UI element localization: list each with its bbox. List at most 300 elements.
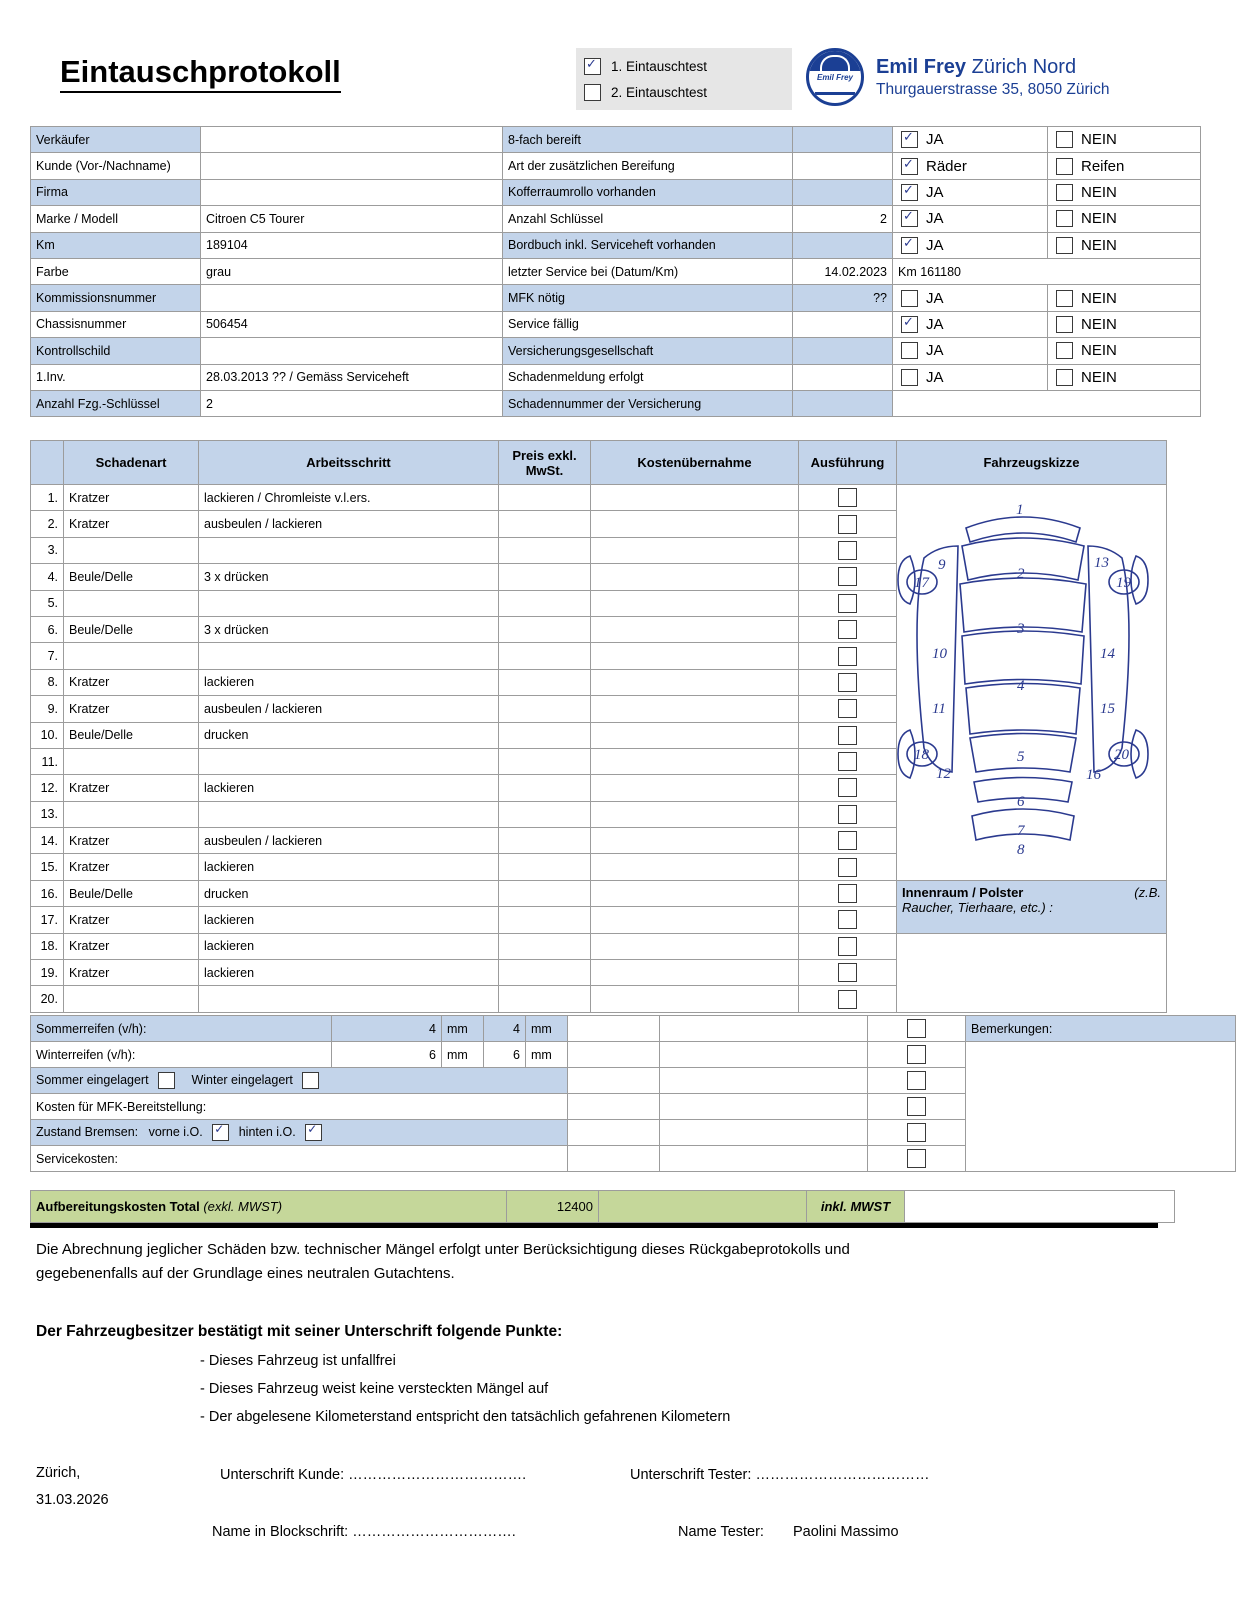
sommer-eingelagert-label: Sommer eingelagert	[36, 1072, 149, 1087]
header-arbeitsschritt: Arbeitsschritt	[199, 441, 499, 485]
sketch-number-5: 5	[1017, 749, 1025, 765]
row-kostenuebernahme[interactable]	[591, 933, 799, 959]
dealer-name: Emil Frey	[876, 55, 967, 78]
checkbox-icon[interactable]	[838, 937, 857, 956]
checkbox-icon[interactable]	[907, 1149, 926, 1168]
info-yes-label: Räder	[926, 157, 967, 175]
eintauschtest-option-1[interactable]	[584, 53, 792, 79]
row-arbeitsschritt[interactable]: 3 x drücken	[199, 564, 499, 590]
innenraum-value[interactable]	[897, 933, 1167, 1012]
winterreifen-ausfuehrung[interactable]	[868, 1042, 966, 1068]
dealer-branding	[806, 48, 1109, 106]
row-kostenuebernahme[interactable]	[591, 616, 799, 642]
row-preis[interactable]	[499, 748, 591, 774]
row-kostenuebernahme[interactable]	[591, 828, 799, 854]
bremsen-preis[interactable]	[568, 1120, 660, 1146]
row-number: 19.	[31, 960, 64, 986]
sketch-number-14: 14	[1100, 646, 1115, 662]
row-number: 13.	[31, 801, 64, 827]
info-left-value[interactable]	[201, 179, 503, 205]
row-preis[interactable]	[499, 537, 591, 563]
checkbox-icon[interactable]	[838, 910, 857, 929]
row-ausfuehrung[interactable]	[799, 616, 897, 642]
row-kostenuebernahme[interactable]	[591, 643, 799, 669]
row-arbeitsschritt[interactable]: ausbeulen / lackieren	[199, 696, 499, 722]
info-no-label: NEIN	[1081, 368, 1117, 386]
row-number: 15.	[31, 854, 64, 880]
total-inkl-value[interactable]	[905, 1191, 1175, 1223]
emil-frey-logo-icon	[806, 48, 864, 106]
sommerreifen-h-value[interactable]: 4	[484, 1016, 526, 1042]
checkbox-icon[interactable]	[838, 831, 857, 850]
row-schadenart[interactable]: Kratzer	[64, 511, 199, 537]
info-yes-cell[interactable]	[893, 206, 1048, 232]
info-yes-label: JA	[926, 131, 944, 149]
row-schadenart[interactable]: Kratzer	[64, 696, 199, 722]
row-preis[interactable]	[499, 616, 591, 642]
row-kostenuebernahme[interactable]	[591, 907, 799, 933]
bremsen-ausfuehrung[interactable]	[868, 1120, 966, 1146]
row-ausfuehrung[interactable]	[799, 643, 897, 669]
info-left-value[interactable]: 189104	[201, 232, 503, 258]
checkbox-icon[interactable]	[838, 594, 857, 613]
total-label: Aufbereitungskosten Total	[36, 1199, 200, 1214]
servicekosten-ausfuehrung[interactable]	[868, 1146, 966, 1172]
info-right-extra-value[interactable]	[893, 390, 1201, 416]
row-schadenart[interactable]: Kratzer	[64, 485, 199, 511]
page-title: Eintauschprotokoll	[60, 55, 341, 93]
row-winterreifen	[31, 1042, 1236, 1068]
row-arbeitsschritt[interactable]	[199, 748, 499, 774]
row-preis[interactable]	[499, 960, 591, 986]
mfk-kosten-ausfuehrung[interactable]	[868, 1094, 966, 1120]
winter-eingelagert-checkbox-icon[interactable]	[302, 1072, 319, 1089]
info-no-cell[interactable]	[1048, 179, 1201, 205]
mfk-kosten-kosten[interactable]	[660, 1094, 868, 1120]
checkbox-icon[interactable]	[901, 369, 918, 386]
info-right-value[interactable]	[793, 153, 893, 179]
info-right-label: Versicherungsgesellschaft	[503, 338, 793, 364]
row-arbeitsschritt[interactable]	[199, 801, 499, 827]
row-preis[interactable]	[499, 669, 591, 695]
einlagerung-preis[interactable]	[568, 1068, 660, 1094]
row-schadenart[interactable]	[64, 590, 199, 616]
logo-text: Emil Frey	[816, 73, 853, 82]
checkbox-icon[interactable]	[838, 541, 857, 560]
info-left-value[interactable]	[201, 338, 503, 364]
total-kosten-cell[interactable]	[599, 1191, 807, 1223]
row-kostenuebernahme[interactable]	[591, 485, 799, 511]
row-schadenart[interactable]	[64, 801, 199, 827]
row-schadenart[interactable]: Kratzer	[64, 907, 199, 933]
footer-paragraph-line1: Die Abrechnung jeglicher Schäden bzw. technischer Mängel erfolgt unter Berücksichtigung dieses Rückgabeprotokolls und	[36, 1241, 850, 1258]
checkbox-icon[interactable]	[838, 620, 857, 639]
servicekosten-kosten[interactable]	[660, 1146, 868, 1172]
row-preis[interactable]	[499, 643, 591, 669]
row-arbeitsschritt[interactable]: lackieren	[199, 854, 499, 880]
row-schadenart[interactable]: Kratzer	[64, 960, 199, 986]
sketch-number-13: 13	[1094, 555, 1109, 571]
info-row	[31, 206, 1201, 232]
row-preis[interactable]	[499, 775, 591, 801]
row-ausfuehrung[interactable]	[799, 590, 897, 616]
row-ausfuehrung[interactable]	[799, 748, 897, 774]
info-right-value[interactable]	[793, 232, 893, 258]
row-kostenuebernahme[interactable]	[591, 854, 799, 880]
row-ausfuehrung[interactable]	[799, 564, 897, 590]
sommer-eingelagert-checkbox-icon[interactable]	[158, 1072, 175, 1089]
row-preis[interactable]	[499, 986, 591, 1012]
row-arbeitsschritt[interactable]: ausbeulen / lackieren	[199, 828, 499, 854]
row-preis[interactable]	[499, 828, 591, 854]
row-ausfuehrung[interactable]	[799, 933, 897, 959]
checkbox-icon[interactable]	[838, 726, 857, 745]
row-kostenuebernahme[interactable]	[591, 722, 799, 748]
row-arbeitsschritt[interactable]: lackieren	[199, 669, 499, 695]
info-yes-cell[interactable]	[893, 232, 1048, 258]
bremsen-vorne-checkbox-icon[interactable]	[212, 1124, 229, 1141]
info-yes-cell[interactable]	[893, 285, 1048, 311]
row-ausfuehrung[interactable]	[799, 960, 897, 986]
row-ausfuehrung[interactable]	[799, 485, 897, 511]
checkbox-icon[interactable]	[907, 1045, 926, 1064]
mfk-kosten-preis[interactable]	[568, 1094, 660, 1120]
row-number: 6.	[31, 616, 64, 642]
info-no-cell[interactable]	[1048, 153, 1201, 179]
checkbox-icon[interactable]	[1056, 237, 1073, 254]
sommerreifen-v-value[interactable]: 4	[332, 1016, 442, 1042]
checkbox-icon[interactable]	[901, 342, 918, 359]
checkbox-icon[interactable]	[838, 884, 857, 903]
row-number: 14.	[31, 828, 64, 854]
info-row	[31, 179, 1201, 205]
info-right-value[interactable]	[793, 390, 893, 416]
name-blockschrift-line[interactable]: Name in Blockschrift: …………………………….	[212, 1524, 516, 1540]
row-preis[interactable]	[499, 590, 591, 616]
row-number: 4.	[31, 564, 64, 590]
header-ausfuehrung: Ausführung	[799, 441, 897, 485]
row-kostenuebernahme[interactable]	[591, 537, 799, 563]
row-arbeitsschritt[interactable]: lackieren	[199, 775, 499, 801]
row-arbeitsschritt[interactable]: drucken	[199, 880, 499, 906]
einlagerung-ausfuehrung[interactable]	[868, 1068, 966, 1094]
checkbox-icon[interactable]	[907, 1097, 926, 1116]
total-bottom-rule	[30, 1223, 1158, 1228]
row-arbeitsschritt[interactable]: 3 x drücken	[199, 616, 499, 642]
row-arbeitsschritt[interactable]	[199, 590, 499, 616]
info-left-value[interactable]: 506454	[201, 311, 503, 337]
total-bar	[30, 1190, 1175, 1223]
info-yes-cell[interactable]	[893, 338, 1048, 364]
info-left-label: Kunde (Vor-/Nachname)	[31, 153, 201, 179]
row-schadenart[interactable]: Kratzer	[64, 828, 199, 854]
checkbox-icon[interactable]	[1056, 316, 1073, 333]
row-ausfuehrung[interactable]	[799, 854, 897, 880]
sketch-number-8: 8	[1017, 842, 1025, 856]
winterreifen-h-value[interactable]: 6	[484, 1042, 526, 1068]
info-right-label: letzter Service bei (Datum/Km)	[503, 258, 793, 284]
row-schadenart[interactable]: Beule/Delle	[64, 880, 199, 906]
row-schadenart[interactable]: Kratzer	[64, 669, 199, 695]
info-right-label: Service fällig	[503, 311, 793, 337]
info-yes-cell[interactable]	[893, 127, 1048, 153]
checkbox-icon[interactable]	[1056, 184, 1073, 201]
row-schadenart[interactable]: Beule/Delle	[64, 564, 199, 590]
checkbox-icon[interactable]	[1056, 290, 1073, 307]
row-arbeitsschritt[interactable]: lackieren	[199, 933, 499, 959]
checkbox-icon[interactable]	[901, 131, 918, 148]
row-ausfuehrung[interactable]	[799, 775, 897, 801]
checkbox-icon[interactable]	[907, 1071, 926, 1090]
row-kostenuebernahme[interactable]	[591, 511, 799, 537]
row-schadenart[interactable]	[64, 537, 199, 563]
sommerreifen-preis[interactable]	[568, 1016, 660, 1042]
servicekosten-preis[interactable]	[568, 1146, 660, 1172]
signature-tester-line[interactable]: Unterschrift Tester: ………………………………	[630, 1467, 930, 1483]
checkbox-icon[interactable]	[901, 316, 918, 333]
row-preis[interactable]	[499, 564, 591, 590]
row-kostenuebernahme[interactable]	[591, 590, 799, 616]
row-preis[interactable]	[499, 696, 591, 722]
checkbox-icon[interactable]	[1056, 131, 1073, 148]
row-ausfuehrung[interactable]	[799, 801, 897, 827]
info-no-cell[interactable]	[1048, 364, 1201, 390]
info-yes-cell[interactable]	[893, 311, 1048, 337]
header-preis-line2: MwSt.	[525, 462, 564, 478]
info-yes-label: JA	[926, 183, 944, 201]
checkbox-icon[interactable]	[584, 58, 601, 75]
row-schadenart[interactable]	[64, 643, 199, 669]
info-left-label: Kommissionsnummer	[31, 285, 201, 311]
total-row	[31, 1191, 1175, 1223]
dealer-address: Thurgauerstrasse 35, 8050 Zürich	[876, 80, 1110, 98]
checkbox-icon[interactable]	[584, 84, 601, 101]
row-schadenart[interactable]: Kratzer	[64, 933, 199, 959]
row-arbeitsschritt[interactable]: ausbeulen / lackieren	[199, 511, 499, 537]
info-right-label: Anzahl Schlüssel	[503, 206, 793, 232]
sketch-number-2: 2	[1017, 566, 1025, 582]
sketch-number-3: 3	[1017, 621, 1025, 637]
info-left-value[interactable]: Citroen C5 Tourer	[201, 206, 503, 232]
info-no-label: NEIN	[1081, 342, 1117, 360]
row-arbeitsschritt[interactable]: drucken	[199, 722, 499, 748]
info-left-value[interactable]: grau	[201, 258, 503, 284]
row-kostenuebernahme[interactable]	[591, 775, 799, 801]
sketch-number-11: 11	[932, 701, 946, 717]
row-kostenuebernahme[interactable]	[591, 748, 799, 774]
row-kostenuebernahme[interactable]	[591, 696, 799, 722]
winterreifen-label: Winterreifen (v/h):	[31, 1042, 332, 1068]
row-ausfuehrung[interactable]	[799, 722, 897, 748]
row-kostenuebernahme[interactable]	[591, 669, 799, 695]
row-arbeitsschritt[interactable]	[199, 537, 499, 563]
info-no-cell[interactable]	[1048, 338, 1201, 364]
checkbox-icon[interactable]	[838, 752, 857, 771]
name-tester-value: Paolini Massimo	[793, 1524, 899, 1540]
info-no-cell[interactable]	[1048, 285, 1201, 311]
info-row	[31, 390, 1201, 416]
info-right-value[interactable]	[793, 179, 893, 205]
info-no-label: NEIN	[1081, 315, 1117, 333]
header-fahrzeugskizze: Fahrzeugskizze	[897, 441, 1167, 485]
row-ausfuehrung[interactable]	[799, 669, 897, 695]
bremsen-hinten-label: hinten i.O.	[238, 1124, 296, 1139]
bremsen-kosten[interactable]	[660, 1120, 868, 1146]
row-schadenart[interactable]: Kratzer	[64, 775, 199, 801]
row-schadenart[interactable]	[64, 986, 199, 1012]
info-left-value[interactable]: 28.03.2013 ?? / Gemäss Serviceheft	[201, 364, 503, 390]
row-arbeitsschritt[interactable]: lackieren / Chromleiste v.l.ers.	[199, 485, 499, 511]
row-preis[interactable]	[499, 485, 591, 511]
checkbox-icon[interactable]	[901, 158, 918, 175]
checkbox-icon[interactable]	[1056, 210, 1073, 227]
row-ausfuehrung[interactable]	[799, 696, 897, 722]
checkbox-icon[interactable]	[1056, 158, 1073, 175]
row-number: 3.	[31, 537, 64, 563]
row-kostenuebernahme[interactable]	[591, 801, 799, 827]
checkbox-icon[interactable]	[838, 515, 857, 534]
winterreifen-v-unit: mm	[442, 1042, 484, 1068]
row-number: 9.	[31, 696, 64, 722]
sommerreifen-kosten[interactable]	[660, 1016, 868, 1042]
row-ausfuehrung[interactable]	[799, 880, 897, 906]
checkbox-icon[interactable]	[1056, 369, 1073, 386]
sommerreifen-ausfuehrung[interactable]	[868, 1016, 966, 1042]
info-no-cell[interactable]	[1048, 311, 1201, 337]
checkbox-icon[interactable]	[838, 963, 857, 982]
sketch-number-7: 7	[1017, 823, 1025, 839]
row-ausfuehrung[interactable]	[799, 511, 897, 537]
info-no-cell[interactable]	[1048, 206, 1201, 232]
checkbox-icon[interactable]	[838, 647, 857, 666]
bemerkungen-value[interactable]	[966, 1042, 1236, 1172]
checkbox-icon[interactable]	[901, 237, 918, 254]
row-arbeitsschritt[interactable]: lackieren	[199, 960, 499, 986]
info-right-value[interactable]	[793, 338, 893, 364]
row-preis[interactable]	[499, 933, 591, 959]
info-right-value[interactable]	[793, 311, 893, 337]
eintauschtest-option-2[interactable]	[584, 79, 792, 105]
info-right-value[interactable]: ??	[793, 285, 893, 311]
row-ausfuehrung[interactable]	[799, 907, 897, 933]
info-left-label: Marke / Modell	[31, 206, 201, 232]
checkbox-icon[interactable]	[838, 858, 857, 877]
row-arbeitsschritt[interactable]	[199, 986, 499, 1012]
row-preis[interactable]	[499, 722, 591, 748]
info-right-label: MFK nötig	[503, 285, 793, 311]
row-ausfuehrung[interactable]	[799, 986, 897, 1012]
checkbox-icon[interactable]	[1056, 342, 1073, 359]
signature-customer-line[interactable]: Unterschrift Kunde: ……………………………….	[220, 1467, 527, 1483]
row-ausfuehrung[interactable]	[799, 828, 897, 854]
info-yes-cell[interactable]	[893, 179, 1048, 205]
winterreifen-preis[interactable]	[568, 1042, 660, 1068]
sketch-number-9: 9	[938, 557, 946, 573]
bremsen-hinten-checkbox-icon[interactable]	[305, 1124, 322, 1141]
total-value[interactable]: 12400	[507, 1191, 599, 1223]
info-no-cell[interactable]	[1048, 127, 1201, 153]
info-right-value[interactable]: 14.02.2023	[793, 258, 893, 284]
info-yes-label: JA	[926, 342, 944, 360]
info-yes-cell[interactable]	[893, 364, 1048, 390]
sketch-number-16: 16	[1086, 767, 1101, 783]
row-schadenart[interactable]: Beule/Delle	[64, 616, 199, 642]
checkbox-icon[interactable]	[907, 1123, 926, 1142]
row-number: 1.	[31, 485, 64, 511]
total-label-cell	[31, 1191, 507, 1223]
info-right-label: Bordbuch inkl. Serviceheft vorhanden	[503, 232, 793, 258]
info-left-value[interactable]	[201, 285, 503, 311]
info-no-label: NEIN	[1081, 183, 1117, 201]
row-schadenart[interactable]: Kratzer	[64, 854, 199, 880]
row-arbeitsschritt[interactable]: lackieren	[199, 907, 499, 933]
name-tester-label: Name Tester:	[678, 1524, 764, 1540]
row-preis[interactable]	[499, 511, 591, 537]
checkbox-icon[interactable]	[838, 778, 857, 797]
checkbox-icon[interactable]	[838, 805, 857, 824]
info-no-cell[interactable]	[1048, 232, 1201, 258]
row-kostenuebernahme[interactable]	[591, 960, 799, 986]
row-number: 20.	[31, 986, 64, 1012]
servicekosten-label: Servicekosten:	[31, 1146, 568, 1172]
signature-date: 31.03.2026	[36, 1492, 109, 1508]
checkbox-icon[interactable]	[838, 488, 857, 507]
winterreifen-h-unit: mm	[526, 1042, 568, 1068]
row-kostenuebernahme[interactable]	[591, 564, 799, 590]
info-right-value[interactable]	[793, 364, 893, 390]
row-ausfuehrung[interactable]	[799, 537, 897, 563]
header-kostenuebernahme: Kostenübernahme	[591, 441, 799, 485]
checkbox-icon[interactable]	[907, 1019, 926, 1038]
row-arbeitsschritt[interactable]	[199, 643, 499, 669]
info-right-extra-value[interactable]: Km 161180	[893, 258, 1201, 284]
row-kostenuebernahme[interactable]	[591, 986, 799, 1012]
info-left-value[interactable]	[201, 153, 503, 179]
checkbox-icon[interactable]	[838, 990, 857, 1009]
row-schadenart[interactable]: Beule/Delle	[64, 722, 199, 748]
row-preis[interactable]	[499, 801, 591, 827]
row-sommerreifen	[31, 1016, 1236, 1042]
info-left-label: 1.Inv.	[31, 364, 201, 390]
checkbox-icon[interactable]	[901, 210, 918, 227]
info-left-label: Kontrollschild	[31, 338, 201, 364]
einlagerung-kosten[interactable]	[660, 1068, 868, 1094]
checkbox-icon[interactable]	[838, 699, 857, 718]
checkbox-icon[interactable]	[901, 184, 918, 201]
winterreifen-kosten[interactable]	[660, 1042, 868, 1068]
info-right-value[interactable]: 2	[793, 206, 893, 232]
info-row	[31, 127, 1201, 153]
row-preis[interactable]	[499, 854, 591, 880]
checkbox-icon[interactable]	[901, 290, 918, 307]
winterreifen-v-value[interactable]: 6	[332, 1042, 442, 1068]
row-preis[interactable]	[499, 880, 591, 906]
checkbox-icon[interactable]	[838, 567, 857, 586]
row-preis[interactable]	[499, 907, 591, 933]
row-schadenart[interactable]	[64, 748, 199, 774]
info-yes-cell[interactable]	[893, 153, 1048, 179]
confirm-bullet-2: - Dieses Fahrzeug weist keine versteckten Mängel auf	[200, 1381, 549, 1397]
row-kostenuebernahme[interactable]	[591, 880, 799, 906]
checkbox-icon[interactable]	[838, 673, 857, 692]
info-left-label: Verkäufer	[31, 127, 201, 153]
info-left-value[interactable]	[201, 127, 503, 153]
info-row	[31, 258, 1201, 284]
info-no-label: NEIN	[1081, 131, 1117, 149]
info-left-value[interactable]: 2	[201, 390, 503, 416]
tire-and-condition-table	[30, 1015, 1236, 1172]
info-right-value[interactable]	[793, 127, 893, 153]
